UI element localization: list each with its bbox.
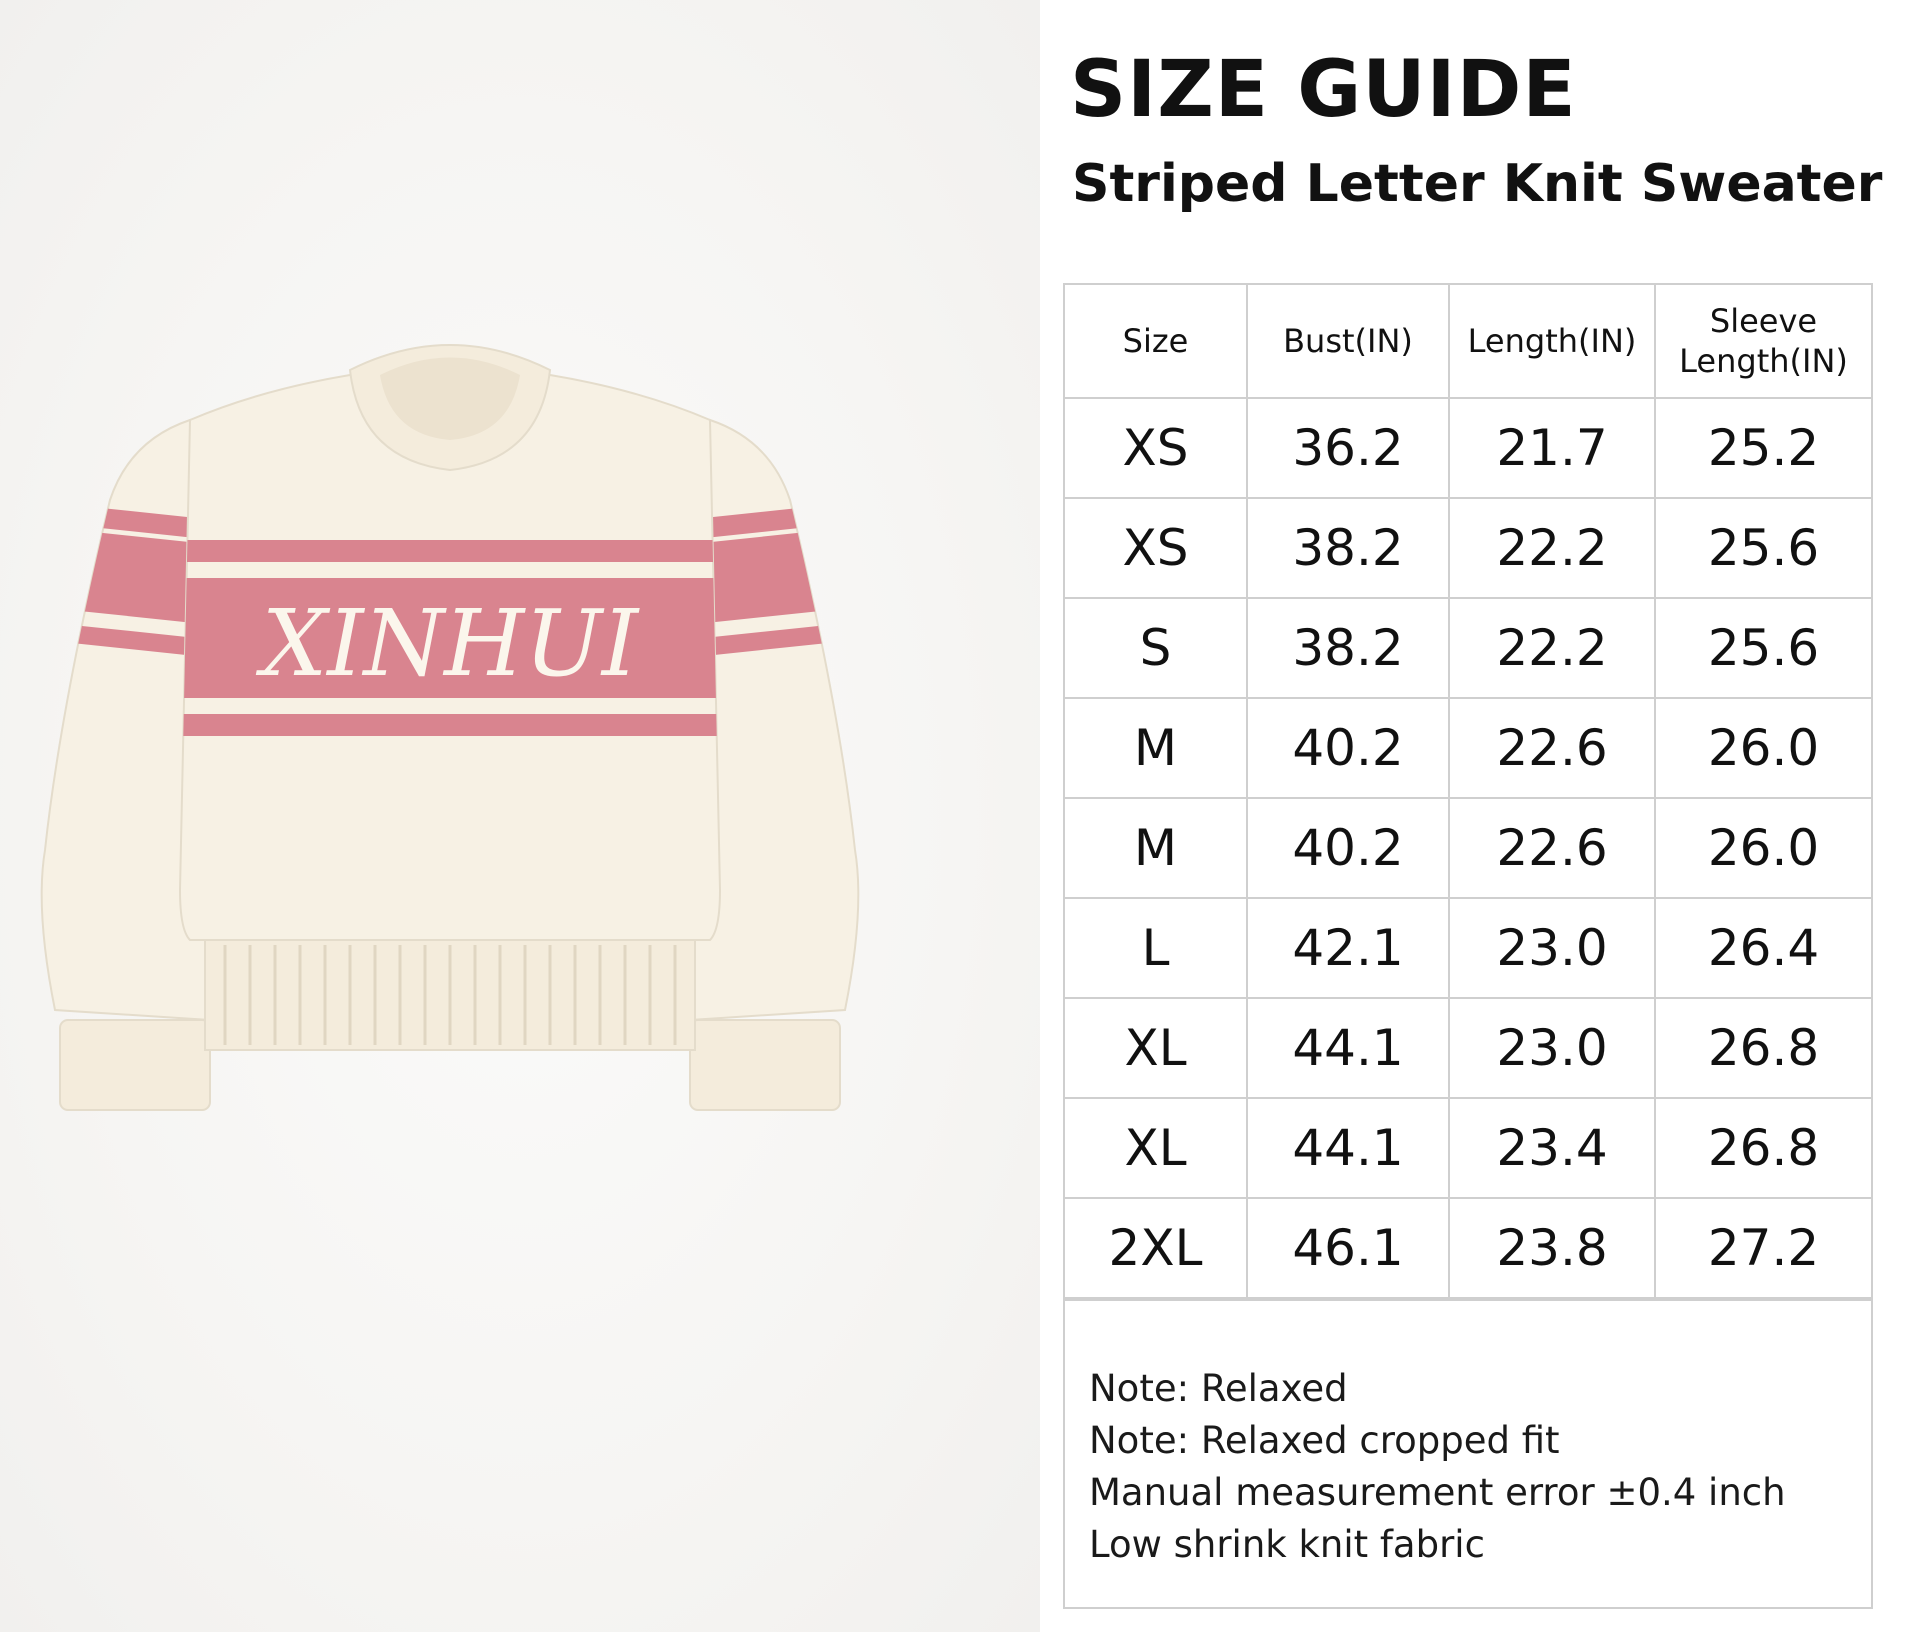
cell-length: 21.7 [1449, 398, 1655, 498]
cell-length: 23.0 [1449, 898, 1655, 998]
cell-sleeve-length: 25.6 [1655, 498, 1871, 598]
product-name: Striped Letter Knit Sweater [1072, 154, 1883, 214]
cell-size: XS [1065, 498, 1247, 598]
table-row [1065, 598, 1871, 698]
cell-sleeve-length: 26.0 [1655, 698, 1871, 798]
page-title: SIZE GUIDE [1070, 45, 1577, 135]
cell-bust: 38.2 [1247, 498, 1449, 598]
cell-size: XL [1065, 1098, 1247, 1198]
note-line: Note: Relaxed cropped fit [1089, 1419, 1560, 1462]
cell-sleeve-length: 25.2 [1655, 398, 1871, 498]
cell-bust: 38.2 [1247, 598, 1449, 698]
note-line: Low shrink knit fabric [1089, 1523, 1485, 1566]
cell-bust: 40.2 [1247, 798, 1449, 898]
header-size: Size [1065, 285, 1247, 398]
size-table [1063, 283, 1873, 1609]
cell-sleeve-length: 25.6 [1655, 598, 1871, 698]
header-bust: Bust(IN) [1247, 285, 1449, 398]
cell-size: XS [1065, 398, 1247, 498]
note-line: Note: Relaxed [1089, 1367, 1348, 1410]
note-line: Manual measurement error ±0.4 inch [1089, 1471, 1786, 1514]
table-row [1065, 698, 1871, 798]
table-row [1065, 798, 1871, 898]
cell-size: 2XL [1065, 1198, 1247, 1298]
sweater-body [170, 345, 730, 1050]
cell-sleeve-length: 26.0 [1655, 798, 1871, 898]
notes-section [1065, 1299, 1871, 1607]
cell-length: 23.0 [1449, 998, 1655, 1098]
cell-size: M [1065, 798, 1247, 898]
cell-length: 22.6 [1449, 798, 1655, 898]
cell-size: M [1065, 698, 1247, 798]
cell-length: 23.4 [1449, 1098, 1655, 1198]
cell-sleeve-length: 27.2 [1655, 1198, 1871, 1298]
table-row [1065, 898, 1871, 998]
cell-length: 22.2 [1449, 598, 1655, 698]
cell-size: S [1065, 598, 1247, 698]
cell-bust: 44.1 [1247, 1098, 1449, 1198]
cell-sleeve-length: 26.8 [1655, 998, 1871, 1098]
header-length: Length(IN) [1449, 285, 1655, 398]
cell-bust: 44.1 [1247, 998, 1449, 1098]
sweater-logo-text: XINHUI [261, 590, 639, 697]
cell-bust: 40.2 [1247, 698, 1449, 798]
cell-bust: 36.2 [1247, 398, 1449, 498]
cell-bust: 46.1 [1247, 1198, 1449, 1298]
header-sleeve-length: Sleeve Length(IN) [1655, 285, 1871, 398]
cell-sleeve-length: 26.8 [1655, 1098, 1871, 1198]
cell-sleeve-length: 26.4 [1655, 898, 1871, 998]
table-row [1065, 998, 1871, 1098]
cell-length: 22.2 [1449, 498, 1655, 598]
cell-size: XL [1065, 998, 1247, 1098]
table-row [1065, 498, 1871, 598]
table-header-row [1065, 285, 1871, 398]
table-row [1065, 1198, 1871, 1298]
cell-length: 23.8 [1449, 1198, 1655, 1298]
cell-length: 22.6 [1449, 698, 1655, 798]
sweater-illustration [20, 330, 1000, 1450]
table-row [1065, 398, 1871, 498]
cell-size: L [1065, 898, 1247, 998]
table-row [1065, 1098, 1871, 1198]
cell-bust: 42.1 [1247, 898, 1449, 998]
